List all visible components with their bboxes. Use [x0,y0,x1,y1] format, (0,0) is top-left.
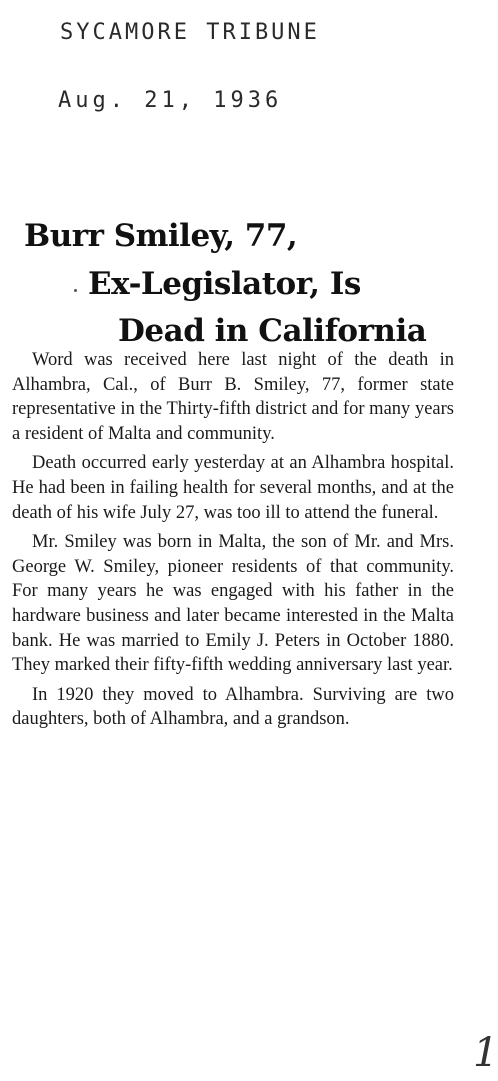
article-body [12,348,454,737]
page-mark: 1 [473,1030,498,1076]
article-paragraph-3: Mr. Smiley was born in Malta, the son of Mr. and Mrs. George W. Smiley, pioneer residents of that community. For many years he was engaged with his father in the hardware business and later became interested in the Malta bank. He was married to Emily J. Peters in October 1880. They marked their fifty-fifth wedding anniversary last year. [12,532,454,676]
article-paragraph-2: Death occurred early yesterday at an Alhambra hospital. He had been in failing health for several months, and at the death of his wife July 27, was too ill to attend the funeral. [12,453,454,523]
headline-line-2: Ex-Legislator, Is [88,266,361,302]
print-speck [74,289,77,292]
article-paragraph-1: Word was received here last night of the death in Alhambra, Cal., of Burr B. Smiley, 77, former state representative in the Thirty-fifth district and for many years a resident of Malta and community. [12,350,454,444]
clipping-date: Aug. 21, 1936 [58,88,283,113]
clipping-source: SYCAMORE TRIBUNE [60,20,320,45]
article-paragraph-4: In 1920 they moved to Alhambra. Surviving are two daughters, both of Alhambra, and a grandson. [12,684,454,730]
headline-line-3: Dead in California [118,313,427,349]
headline-line-1: Burr Smiley, 77, [24,218,298,254]
